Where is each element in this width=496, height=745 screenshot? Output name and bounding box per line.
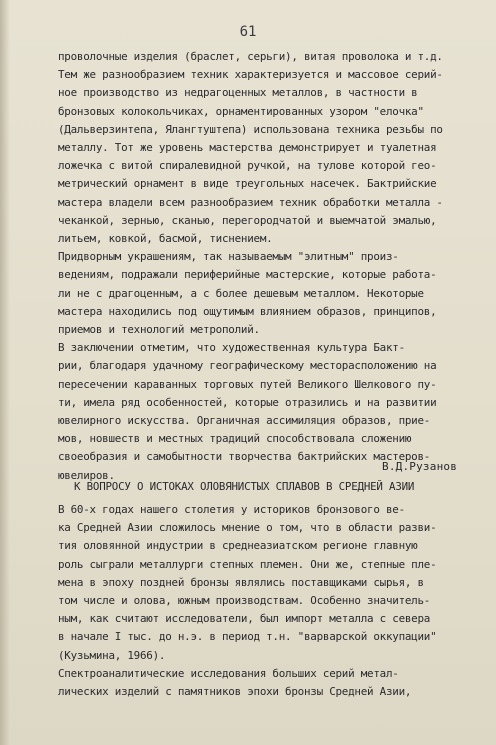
text-line: ведениям, подражали периферийные мастерские, которые работа- <box>58 268 437 282</box>
text-line: В заключении отметим, что художественная культура Бакт- <box>58 341 405 355</box>
text-line: Придворным украшениям, так называемым "элитным" произ- <box>58 250 399 264</box>
text-line: ювелиров. <box>58 468 115 482</box>
author-name: В.Д.Рузанов <box>382 460 458 473</box>
text-line: ка Средней Азии сложилось мнение о том, что в области разви- <box>58 521 437 535</box>
text-line: том числе и олова, южным производствам. Особенно значитель- <box>58 594 431 608</box>
text-line: ли не с драгоценным, а с более дешевым металлом. Некоторые <box>58 286 424 300</box>
text-line: Спектроаналитические исследования больших серий метал- <box>58 666 399 680</box>
article-body-text <box>58 501 476 701</box>
text-line: ложечка с витой спиралевидной ручкой, на тулове которой гео- <box>58 159 437 173</box>
page-number: 61 <box>239 24 257 40</box>
text-line: мастера владели всем разнообразием техник обработки металла - <box>58 195 443 209</box>
text-line: ным, как считают исследователи, был импорт металла с севера <box>58 612 431 626</box>
text-line: мастера находились под ощутимым влиянием образов, принципов, <box>58 304 437 318</box>
text-line: (Кузьмина, 1966). <box>58 648 166 662</box>
text-line: тия оловянной индустрии в среднеазиатском регионе главную <box>58 539 418 553</box>
text-line: мена в эпоху поздней бронзы являлись поставщиками сырья, в <box>58 575 424 589</box>
text-line: ювелирного искусства. Органичная ассимиляция образов, прие- <box>58 414 431 428</box>
text-line: ное производство из недрагоценных металлов, в частности в <box>58 86 418 100</box>
article-ending-text <box>58 48 476 485</box>
text-line: своеобразия и самобытности творчества бактрийских мастеров- <box>58 450 431 464</box>
text-line: мов, новшеств и местных традиций способствовала сложению <box>58 432 412 446</box>
text-line: лических изделий с памятников эпохи бронзы Средней Азии, <box>58 685 412 699</box>
text-line: металлу. Тот же уровень мастерства демонстрирует и туалетная <box>58 141 437 155</box>
text-line: в начале I тыс. до н.э. в период т.н. "варварской оккупации" <box>58 630 437 644</box>
text-line: литьем, ковкой, басмой, тиснением. <box>58 232 273 246</box>
text-line: В 60-х годах нашего столетия у историков бронзового ве- <box>58 503 405 516</box>
text-line: пересечении караванных торговых путей Великого Шелкового пу- <box>58 377 437 391</box>
text-line: (Дальверзинтепа, Ялангтуштепа) использована техника резьбы по <box>58 122 443 136</box>
text-line: чеканкой, зернью, сканью, перегородчатой и выемчатой эмалью, <box>58 213 437 227</box>
page-edge-shadow <box>0 0 10 745</box>
article-heading: К ВОПРОСУ О ИСТОКАХ ОЛОВЯНИСТЫХ СПЛАВОВ В СРЕДНЕЙ АЗИИ <box>74 480 415 493</box>
text-line: бронзовых колокольчиках, орнаментированных узором "елочка" <box>58 104 424 118</box>
text-line: роль сыграли металлурги степных племен. Они же, степные пле- <box>58 557 437 571</box>
text-line: приемов и технологий метрополий. <box>58 323 260 337</box>
text-line: Тем же разнообразием техник характеризуется и массовое серий- <box>58 68 443 82</box>
text-line: ти, имела ряд особенностей, которые отразились и на развитии <box>58 395 437 409</box>
text-line: проволочные изделия (браслет, серьги), витая проволока и т.д. <box>58 50 443 63</box>
text-line: рии, благодаря удачному географическому месторасположению на <box>58 359 437 373</box>
text-line: метрический орнамент в виде треугольных насечек. Бактрийские <box>58 177 437 191</box>
